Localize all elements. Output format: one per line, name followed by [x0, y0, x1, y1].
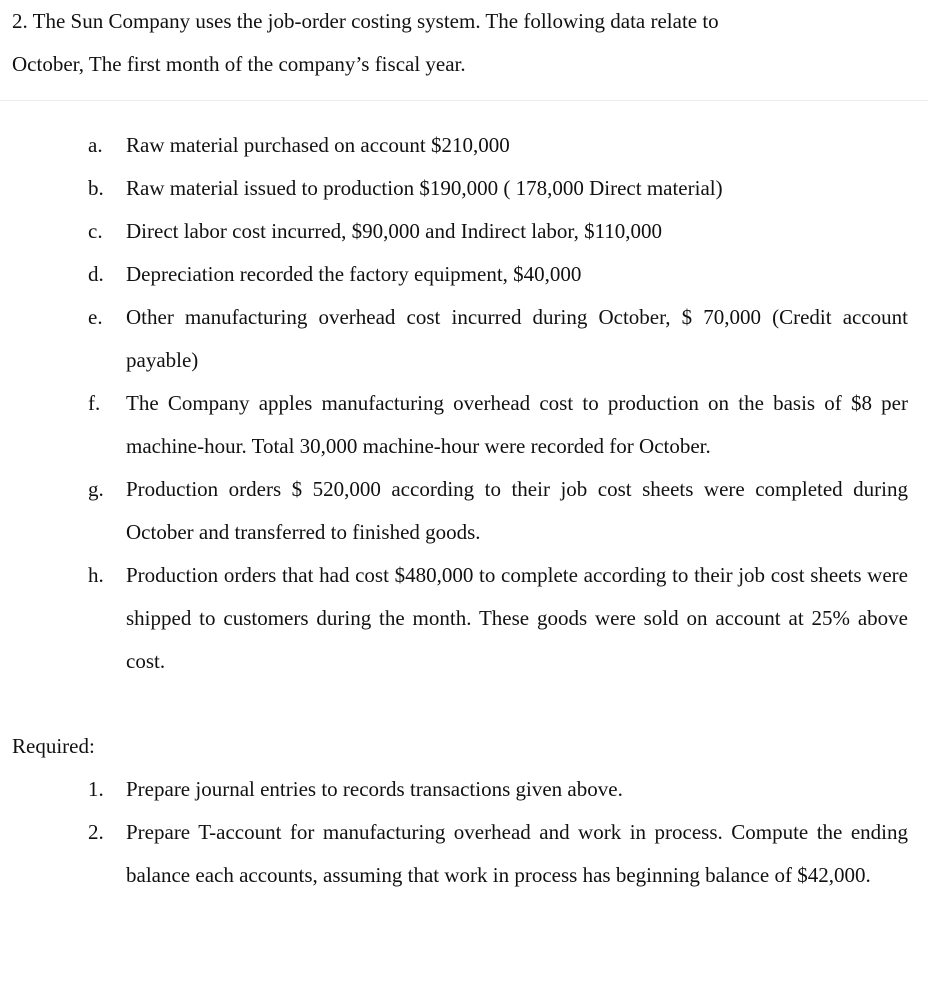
list-marker: a.: [88, 133, 103, 157]
intro-line-2: October, The first month of the company’s fiscal year.: [12, 52, 466, 76]
section-divider: [0, 100, 928, 101]
list-marker: g.: [88, 477, 104, 501]
problem-intro: [12, 0, 892, 86]
list-item-text: Prepare T-account for manufacturing overhead and work in process. Compute the ending balance each accounts, assuming that work in process has beginning balance of $42,000.: [126, 820, 908, 887]
list-marker: f.: [88, 391, 101, 415]
list-item: [0, 296, 928, 382]
list-item: [0, 768, 928, 811]
transaction-list: [0, 124, 928, 683]
required-heading: Required:: [12, 734, 95, 758]
list-item-text: Production orders $ 520,000 according to their job cost sheets were completed during October and transferred to finished goods.: [126, 477, 908, 544]
list-item-text: The Company apples manufacturing overhead cost to production on the basis of $8 per machine-hour. Total 30,000 machine-hour were recorded for October.: [126, 391, 908, 458]
list-item-text: Production orders that had cost $480,000 to complete according to their job cost sheets were shipped to customers during the month. These goods were sold on account at 25% above cost.: [126, 563, 908, 673]
list-marker: 2.: [88, 820, 104, 844]
list-item-text: Direct labor cost incurred, $90,000 and Indirect labor, $110,000: [126, 219, 663, 243]
intro-line-1: 2. The Sun Company uses the job-order costing system. The following data relate to: [12, 9, 719, 33]
list-item-text: Depreciation recorded the factory equipment, $40,000: [126, 262, 582, 286]
list-marker: d.: [88, 262, 104, 286]
list-item: [0, 124, 928, 167]
list-item-text: Prepare journal entries to records transactions given above.: [126, 777, 623, 801]
list-item-text: Raw material issued to production $190,000 ( 178,000 Direct material): [126, 176, 723, 200]
list-marker: 1.: [88, 777, 104, 801]
list-item: [0, 210, 928, 253]
list-item: [0, 382, 928, 468]
required-list: [0, 768, 928, 897]
list-marker: e.: [88, 305, 103, 329]
list-marker: c.: [88, 219, 103, 243]
list-item-text: Raw material purchased on account $210,000: [126, 133, 510, 157]
list-item: [0, 253, 928, 296]
list-item: [0, 554, 928, 683]
list-marker: b.: [88, 176, 104, 200]
list-marker: h.: [88, 563, 104, 587]
list-item-text: Other manufacturing overhead cost incurred during October, $ 70,000 (Credit account payable): [126, 305, 908, 372]
list-item: [0, 167, 928, 210]
list-item: [0, 811, 928, 897]
list-item: [0, 468, 928, 554]
